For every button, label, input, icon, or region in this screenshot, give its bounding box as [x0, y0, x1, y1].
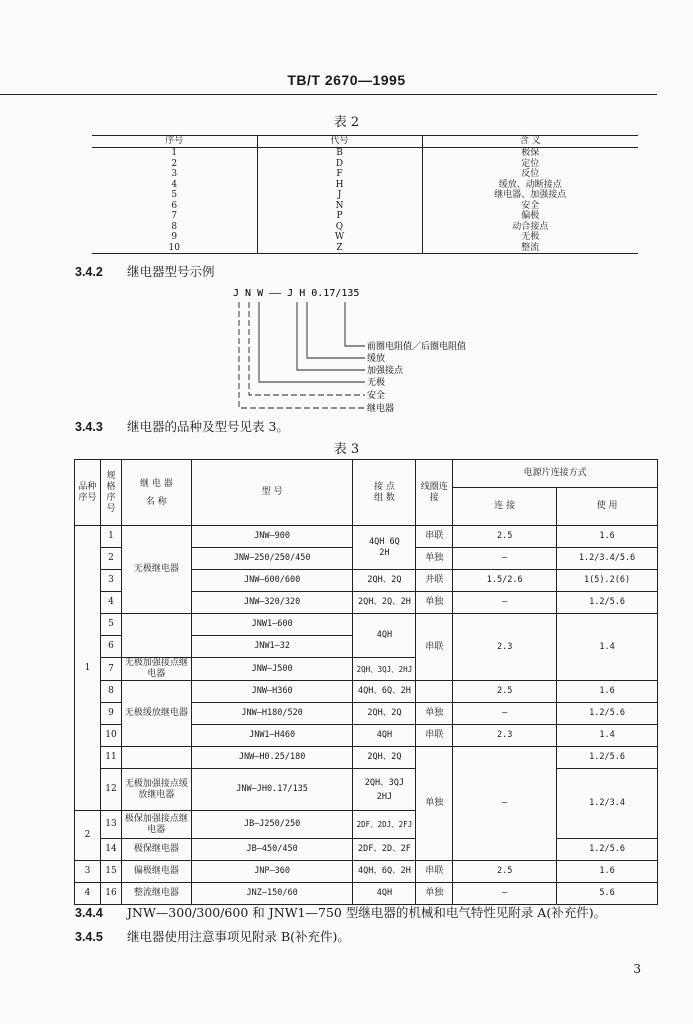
cell: 3 — [171, 169, 178, 179]
clause-number: 3.4.5 — [75, 930, 103, 944]
header-name: 继 电 器 名 称 — [121, 460, 191, 526]
clause-text: 继电器使用注意事项见附录 B(补充件)。 — [127, 929, 350, 944]
name-cell: 无极继电器 — [121, 526, 191, 614]
model-cell: JNW1—H460 — [191, 725, 353, 747]
name-cell: 极保继电器 — [121, 839, 191, 861]
use-cell: 5.6 — [557, 883, 658, 905]
spec-cell: 3 — [100, 570, 121, 592]
label-reinforced-contact: 加强接点 — [367, 366, 404, 376]
model-cell: JNW1—32 — [191, 636, 353, 658]
cell: Z — [257, 243, 422, 254]
cell: 安全 — [521, 200, 540, 211]
spec-cell: 8 — [100, 681, 121, 703]
coil-cell: 串联 — [416, 861, 453, 883]
name-cell: 偏极继电器 — [121, 861, 191, 883]
clause-3-4-5 — [75, 927, 350, 945]
table2-caption: 表 2 — [333, 115, 360, 130]
table-row — [92, 211, 638, 222]
name-cell-empty — [121, 614, 191, 658]
variety-cell: 2 — [75, 811, 101, 861]
document-header: TB/T 2670—1995 — [287, 72, 406, 88]
cell: 整流 — [422, 243, 638, 254]
coil-cell: 单独 — [416, 592, 453, 614]
label-resistance: 前圈电阻值／后圈电阻值 — [367, 342, 467, 352]
use-cell: 1.2/3.4/5.6 — [557, 548, 658, 570]
connect-cell: — — [453, 883, 557, 905]
connect-cell: — — [453, 548, 557, 570]
model-cell: JNW—J500 — [191, 658, 353, 681]
model-cell: JNW—H180/520 — [191, 703, 353, 725]
coil-cell: 串联 — [416, 526, 453, 548]
label-non-polar: 无极 — [367, 378, 386, 388]
connect-cell: — — [453, 703, 557, 725]
header-connect: 连 接 — [453, 488, 557, 526]
spec-cell: 16 — [100, 883, 121, 905]
table-row — [75, 681, 658, 703]
name-cell: 无极加强接点缓放继电器 — [121, 769, 191, 811]
cell: 反位 — [521, 169, 540, 179]
table3-caption: 表 3 — [333, 442, 360, 457]
connect-cell: 2.5 — [453, 526, 557, 548]
spec-cell: 1 — [100, 526, 121, 548]
table-row — [75, 747, 658, 769]
model-cell: JB—450/450 — [191, 839, 353, 861]
coil-cell: 单独 — [416, 883, 453, 905]
clause-number: 3.4.2 — [75, 265, 103, 279]
model-cell: JNW—600/600 — [191, 570, 353, 592]
model-example-diagram — [225, 282, 545, 412]
variety-cell: 3 — [75, 861, 101, 883]
model-cell: JNW—H360 — [191, 681, 353, 703]
cell: 动合接点 — [512, 221, 549, 232]
model-cell: JNW—H0.25/180 — [191, 747, 353, 769]
table-row — [92, 222, 638, 233]
coil-cell: 单独 — [416, 703, 453, 725]
diagram-leader-lines — [239, 302, 365, 408]
spec-cell: 14 — [100, 839, 121, 861]
connect-cell: — — [453, 592, 557, 614]
clause-3-4-4 — [75, 903, 606, 921]
cell: 极保 — [521, 148, 540, 158]
name-cell: 无极缓放继电器 — [121, 681, 191, 747]
connect-cell: 2.5 — [453, 861, 557, 883]
header-coil: 线圈连接 — [416, 460, 453, 526]
cell: 1 — [171, 148, 178, 158]
table-3 — [74, 459, 658, 905]
contacts-cell: 2DF、2DJ、2FJ — [353, 811, 416, 839]
label-slow-release: 缓放 — [367, 354, 386, 364]
table-row — [75, 769, 658, 811]
spec-cell: 2 — [100, 548, 121, 570]
use-cell: 1.4 — [557, 614, 658, 681]
contacts-cell: 4QH — [353, 883, 416, 905]
coil-cell-empty — [416, 681, 453, 703]
spec-cell: 15 — [100, 861, 121, 883]
table2-col-meaning: 含 义 — [422, 136, 638, 148]
spec-cell: 5 — [100, 614, 121, 636]
table-row — [75, 861, 658, 883]
cell: N — [257, 201, 422, 212]
model-cell: JNW—320/320 — [191, 592, 353, 614]
spec-cell: 13 — [100, 811, 121, 839]
contacts-cell: 2QH、3QJ、2HJ — [353, 658, 416, 681]
connect-cell: — — [453, 747, 557, 861]
model-cell: JNW—900 — [191, 526, 353, 548]
table2-col-code: 代号 — [257, 136, 422, 148]
connect-cell: 2.5 — [453, 681, 557, 703]
table-row — [92, 201, 638, 212]
connect-cell: 2.3 — [453, 725, 557, 747]
coil-cell: 串联 — [416, 614, 453, 681]
table-row — [75, 839, 658, 861]
spec-cell: 9 — [100, 703, 121, 725]
variety-cell: 1 — [75, 526, 101, 811]
use-cell: 1.2/5.6 — [557, 747, 658, 769]
name-cell: 无极加强接点继电器 — [121, 658, 191, 681]
cell: 缓放、动断接点 — [498, 179, 562, 190]
table-row — [92, 159, 638, 170]
cell: Q — [257, 222, 422, 233]
contacts-cell: 2QH、2Q、2H — [353, 592, 416, 614]
spec-cell: 11 — [100, 747, 121, 769]
cell: 9 — [171, 232, 178, 242]
spec-cell: 7 — [100, 658, 121, 681]
cell: 8 — [171, 221, 178, 232]
cell: 2 — [171, 158, 178, 169]
header-power: 电源片连接方式 — [453, 460, 658, 488]
model-cell: JNZ—150/60 — [191, 883, 353, 905]
use-cell: 1.6 — [557, 526, 658, 548]
spec-cell: 6 — [100, 636, 121, 658]
use-cell: 1.2/5.6 — [557, 592, 658, 614]
contacts-cell: 2DF、2D、2F — [353, 839, 416, 861]
header-model: 型 号 — [191, 460, 353, 526]
model-cell: JNP—360 — [191, 861, 353, 883]
contacts-cell: 2QH、2Q — [353, 703, 416, 725]
table-row — [92, 169, 638, 180]
use-cell: 1.6 — [557, 681, 658, 703]
variety-cell: 4 — [75, 883, 101, 905]
cell: W — [257, 232, 422, 243]
use-cell: 1.2/3.4 — [557, 769, 658, 839]
contacts-cell: 4QH — [353, 614, 416, 658]
label-safety: 安全 — [367, 391, 386, 401]
table-row — [75, 526, 658, 548]
header-rule — [0, 94, 657, 95]
cell: H — [257, 180, 422, 191]
header-use: 使 用 — [557, 488, 658, 526]
contacts-cell: 4QH、6Q、2H — [353, 681, 416, 703]
clause-number: 3.4.3 — [75, 420, 103, 434]
model-cell: JB—J250/250 — [191, 811, 353, 839]
table-row — [75, 614, 658, 636]
table-row — [92, 148, 638, 159]
table3-header-row — [75, 460, 658, 488]
clause-text: 继电器的品种及型号见表 3。 — [127, 419, 289, 434]
coil-cell: 串联 — [416, 725, 453, 747]
header-variety: 品种序号 — [75, 460, 101, 526]
connect-cell: 1.5/2.6 — [453, 570, 557, 592]
table-row — [92, 190, 638, 201]
cell: 定位 — [521, 158, 540, 169]
model-cell: JNW—250/250/450 — [191, 548, 353, 570]
cell: B — [257, 148, 422, 159]
contacts-cell: 4QH — [353, 725, 416, 747]
table2-header-row — [92, 136, 638, 148]
use-cell: 1.2/5.6 — [557, 703, 658, 725]
cell: 6 — [171, 200, 178, 211]
coil-cell: 单独 — [416, 548, 453, 570]
coil-cell: 并联 — [416, 570, 453, 592]
name-cell: 极保加强接点继电器 — [121, 811, 191, 839]
use-cell: 1.6 — [557, 861, 658, 883]
cell: D — [257, 159, 422, 170]
cell: J — [257, 190, 422, 201]
clause-3-4-2 — [75, 262, 215, 280]
spec-cell: 4 — [100, 592, 121, 614]
spec-cell: 12 — [100, 769, 121, 811]
coil-cell: 单独 — [416, 747, 453, 861]
cell: F — [257, 169, 422, 180]
header-spec: 规格序号 — [100, 460, 121, 526]
model-code: J N W —— J H 0.17/135 — [233, 288, 360, 299]
table2-col-index: 序号 — [92, 136, 257, 148]
cell: 4 — [171, 179, 178, 190]
cell: P — [257, 211, 422, 222]
clause-text: JNW—300/300/600 和 JNW1—750 型继电器的机械和电气特性见附录 A(补充件)。 — [127, 905, 607, 920]
page-number: 3 — [633, 962, 641, 976]
name-cell-empty — [121, 747, 191, 769]
contacts-cell: 4QH 6Q 2H — [353, 526, 416, 570]
cell: 5 — [171, 190, 178, 200]
cell: 偏极 — [521, 211, 540, 221]
cell: 继电器、加强接点 — [494, 190, 567, 200]
clause-3-4-3 — [75, 417, 289, 435]
cell: 10 — [92, 243, 257, 254]
use-cell: 1(5).2(6) — [557, 570, 658, 592]
use-cell: 1.4 — [557, 725, 658, 747]
header-contacts: 接 点 组 数 — [353, 460, 416, 526]
table-row — [75, 883, 658, 905]
use-cell: 1.2/5.6 — [557, 839, 658, 861]
contacts-cell: 4QH、6Q、2H — [353, 861, 416, 883]
contacts-cell: 2QH、2Q — [353, 570, 416, 592]
table-row — [92, 243, 638, 254]
contacts-cell: 2QH、2Q — [353, 747, 416, 769]
model-cell: JNW—JH0.17/135 — [191, 769, 353, 811]
table-2 — [92, 135, 638, 254]
connect-cell: 2.3 — [453, 614, 557, 681]
table-row — [92, 232, 638, 243]
label-relay: 继电器 — [367, 404, 395, 412]
cell: 无极 — [521, 232, 540, 242]
name-cell: 整流继电器 — [121, 883, 191, 905]
spec-cell: 10 — [100, 725, 121, 747]
contacts-cell: 2QH、3QJ 2HJ — [353, 769, 416, 811]
model-cell: JNW1—600 — [191, 614, 353, 636]
table-row — [92, 180, 638, 191]
cell: 7 — [171, 211, 178, 221]
clause-title: 继电器型号示例 — [127, 264, 215, 279]
clause-number: 3.4.4 — [75, 906, 103, 920]
